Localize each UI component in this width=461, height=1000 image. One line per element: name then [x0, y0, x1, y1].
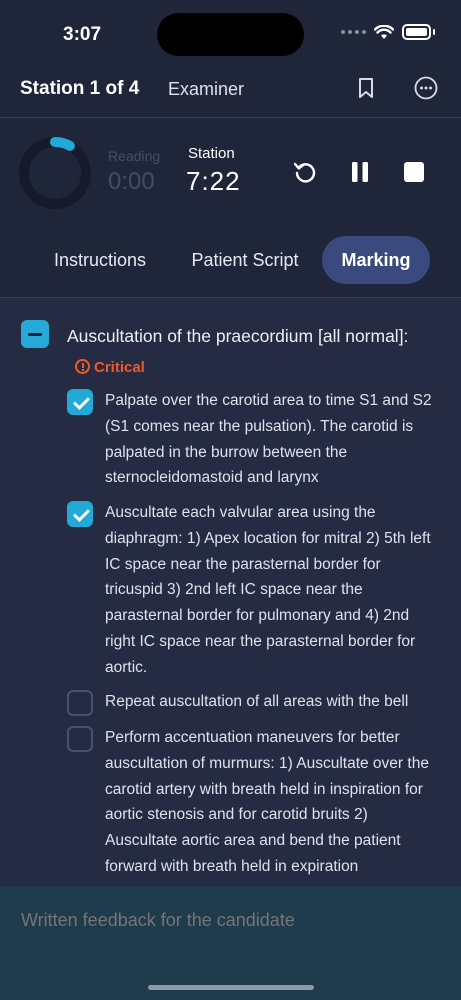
- wifi-icon: [374, 25, 394, 40]
- feedback-input[interactable]: [21, 910, 441, 931]
- status-time: 3:07: [63, 24, 102, 45]
- restart-button[interactable]: [291, 158, 319, 186]
- status-bar: [0, 0, 461, 70]
- station-label: Station: [188, 145, 235, 162]
- more-options-icon[interactable]: [413, 75, 439, 101]
- home-indicator: [148, 985, 314, 990]
- item-text: Palpate over the carotid area to time S1 and S2 (S1 comes near the pulsation). The carotid is palpated in the burrow between the sternocleidomastoid and larynx: [105, 392, 432, 487]
- dynamic-island: [157, 13, 304, 56]
- pause-icon: [349, 160, 371, 184]
- app-header: [0, 70, 461, 118]
- item-checkbox[interactable]: [67, 389, 93, 415]
- reading-label: Reading: [108, 148, 161, 164]
- tab-marking[interactable]: Marking: [322, 236, 430, 284]
- critical-label: Critical: [94, 359, 145, 376]
- stop-icon: [403, 161, 425, 183]
- station-title: Station 1 of 4: [20, 78, 140, 99]
- item-checkbox[interactable]: [67, 501, 93, 527]
- checklist-item[interactable]: [67, 500, 442, 681]
- item-text: Repeat auscultation of all areas with the bell: [105, 693, 409, 710]
- item-text: Auscultate each valvular area using the diaphragm: 1) Apex location for mitral 2) 5th left IC space near the parasternal border for tricuspid 3) 2nd left IC space near the parasternal border for pulmonary and 4) 2nd right IC space near the parasternal border for aortic.: [105, 504, 431, 676]
- reading-time: 0:00: [108, 168, 155, 195]
- tab-patient-script[interactable]: Patient Script: [191, 249, 299, 270]
- checklist-item[interactable]: [67, 689, 442, 715]
- tab-instructions[interactable]: Instructions: [53, 249, 147, 270]
- timer-ring: [18, 136, 92, 210]
- signal-icon: [341, 30, 366, 34]
- critical-badge: [75, 359, 145, 376]
- section-collapse-toggle[interactable]: [21, 320, 49, 348]
- checklist-item[interactable]: [67, 725, 442, 880]
- critical-alert-icon: [75, 359, 90, 374]
- checklist-item[interactable]: [67, 388, 442, 491]
- item-checkbox[interactable]: [67, 690, 93, 716]
- tab-bar: [0, 222, 461, 298]
- timer-panel: [0, 118, 461, 222]
- marking-content: [0, 298, 461, 886]
- stop-button[interactable]: [400, 158, 428, 186]
- section-title: [67, 321, 427, 383]
- role-label: Examiner: [168, 79, 245, 99]
- restart-icon: [292, 159, 318, 185]
- station-time: 7:22: [186, 166, 241, 196]
- pause-button[interactable]: [346, 158, 374, 186]
- item-text: Perform accentuation maneuvers for better auscultation of murmurs: 1) Auscultate over the carotid artery with breath held in inspiration for aortic stenosis and for carotid bruits 2) Auscultate aortic area and bend the patient forward with breath held in expiration: [105, 729, 429, 875]
- feedback-bar: [0, 886, 461, 1000]
- battery-cap: [433, 29, 435, 35]
- bookmark-icon[interactable]: [353, 75, 379, 101]
- battery-icon: [402, 24, 431, 40]
- item-checkbox[interactable]: [67, 726, 93, 752]
- status-indicators: [341, 24, 435, 40]
- section-title-text: Auscultation of the praecordium [all normal]:: [67, 326, 409, 346]
